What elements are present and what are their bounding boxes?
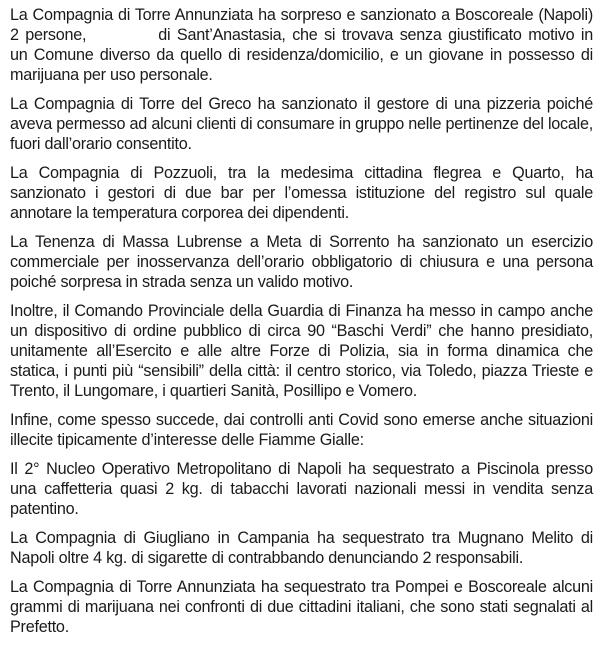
paragraph-torre-del-greco: La Compagnia di Torre del Greco ha sanzionato il gestore di una pizzeria poiché aveva permesso ad alcuni clienti di consumare in gruppo nelle pertinenze del locale, fuori dall’orario consentito. bbox=[10, 95, 593, 153]
paragraph-pozzuoli: La Compagnia di Pozzuoli, tra la medesima cittadina flegrea e Quarto, ha sanzionato i gestori di due bar per l’omessa istituzione del registro sul quale annotare la temperatura corporea dei dipendenti. bbox=[10, 164, 593, 222]
paragraph-giugliano: La Compagnia di Giugliano in Campania ha sequestrato tra Mugnano Melito di Napoli oltre 4 kg. di sigarette di contrabbando denunciando 2 responsabili. bbox=[10, 529, 593, 567]
paragraph-nucleo-operativo: Il 2° Nucleo Operativo Metropolitano di Napoli ha sequestrato a Piscinola presso una caffetteria quasi 2 kg. di tabacchi lavorati nazionali messi in vendita senza patentino. bbox=[10, 460, 593, 518]
paragraph-torre-annunziata-seizure: La Compagnia di Torre Annunziata ha sequestrato tra Pompei e Boscoreale alcuni grammi di marijuana nei confronti di due cittadini italiani, che sono stati segnalati al Prefetto. bbox=[10, 578, 593, 636]
document-body bbox=[10, 5, 593, 646]
paragraph-torre-annunziata-sanctions bbox=[10, 5, 593, 85]
paragraph-text: di Sant’Anastasia, che si trovava senza giustificato motivo in un Comune diverso da quello di residenza/domicilio, e un giovane in possesso di marijuana per uso personale. bbox=[10, 26, 594, 84]
paragraph-massa-lubrense: La Tenenza di Massa Lubrense a Meta di Sorrento ha sanzionato un esercizio commerciale per inosservanza dell’orario obbligatorio di chiusura e una persona poiché sorpresa in strada senza un valido motivo. bbox=[10, 233, 593, 291]
paragraph-baschi-verdi: Inoltre, il Comando Provinciale della Guardia di Finanza ha messo in campo anche un dispositivo di ordine pubblico di circa 90 “Baschi Verdi” che hanno presidiato, unitamente all’Esercito e alle altre Forze di Polizia, sia in forma dinamica che statica, i punti più “sensibili” della città: il centro storico, via Toledo, piazza Trieste e Trento, il Lungomare, i quartieri Sanità, Posillipo e Vomero. bbox=[10, 302, 593, 400]
paragraph-infine: Infine, come spesso succede, dai controlli anti Covid sono emerse anche situazioni illecite tipicamente d’interesse delle Fiamme Gialle: bbox=[10, 411, 593, 449]
paragraph-text: La Compagnia di Torre Annunziata ha sorpreso e sanzionato a Boscoreale (Napoli) 2 persone, bbox=[10, 6, 593, 44]
